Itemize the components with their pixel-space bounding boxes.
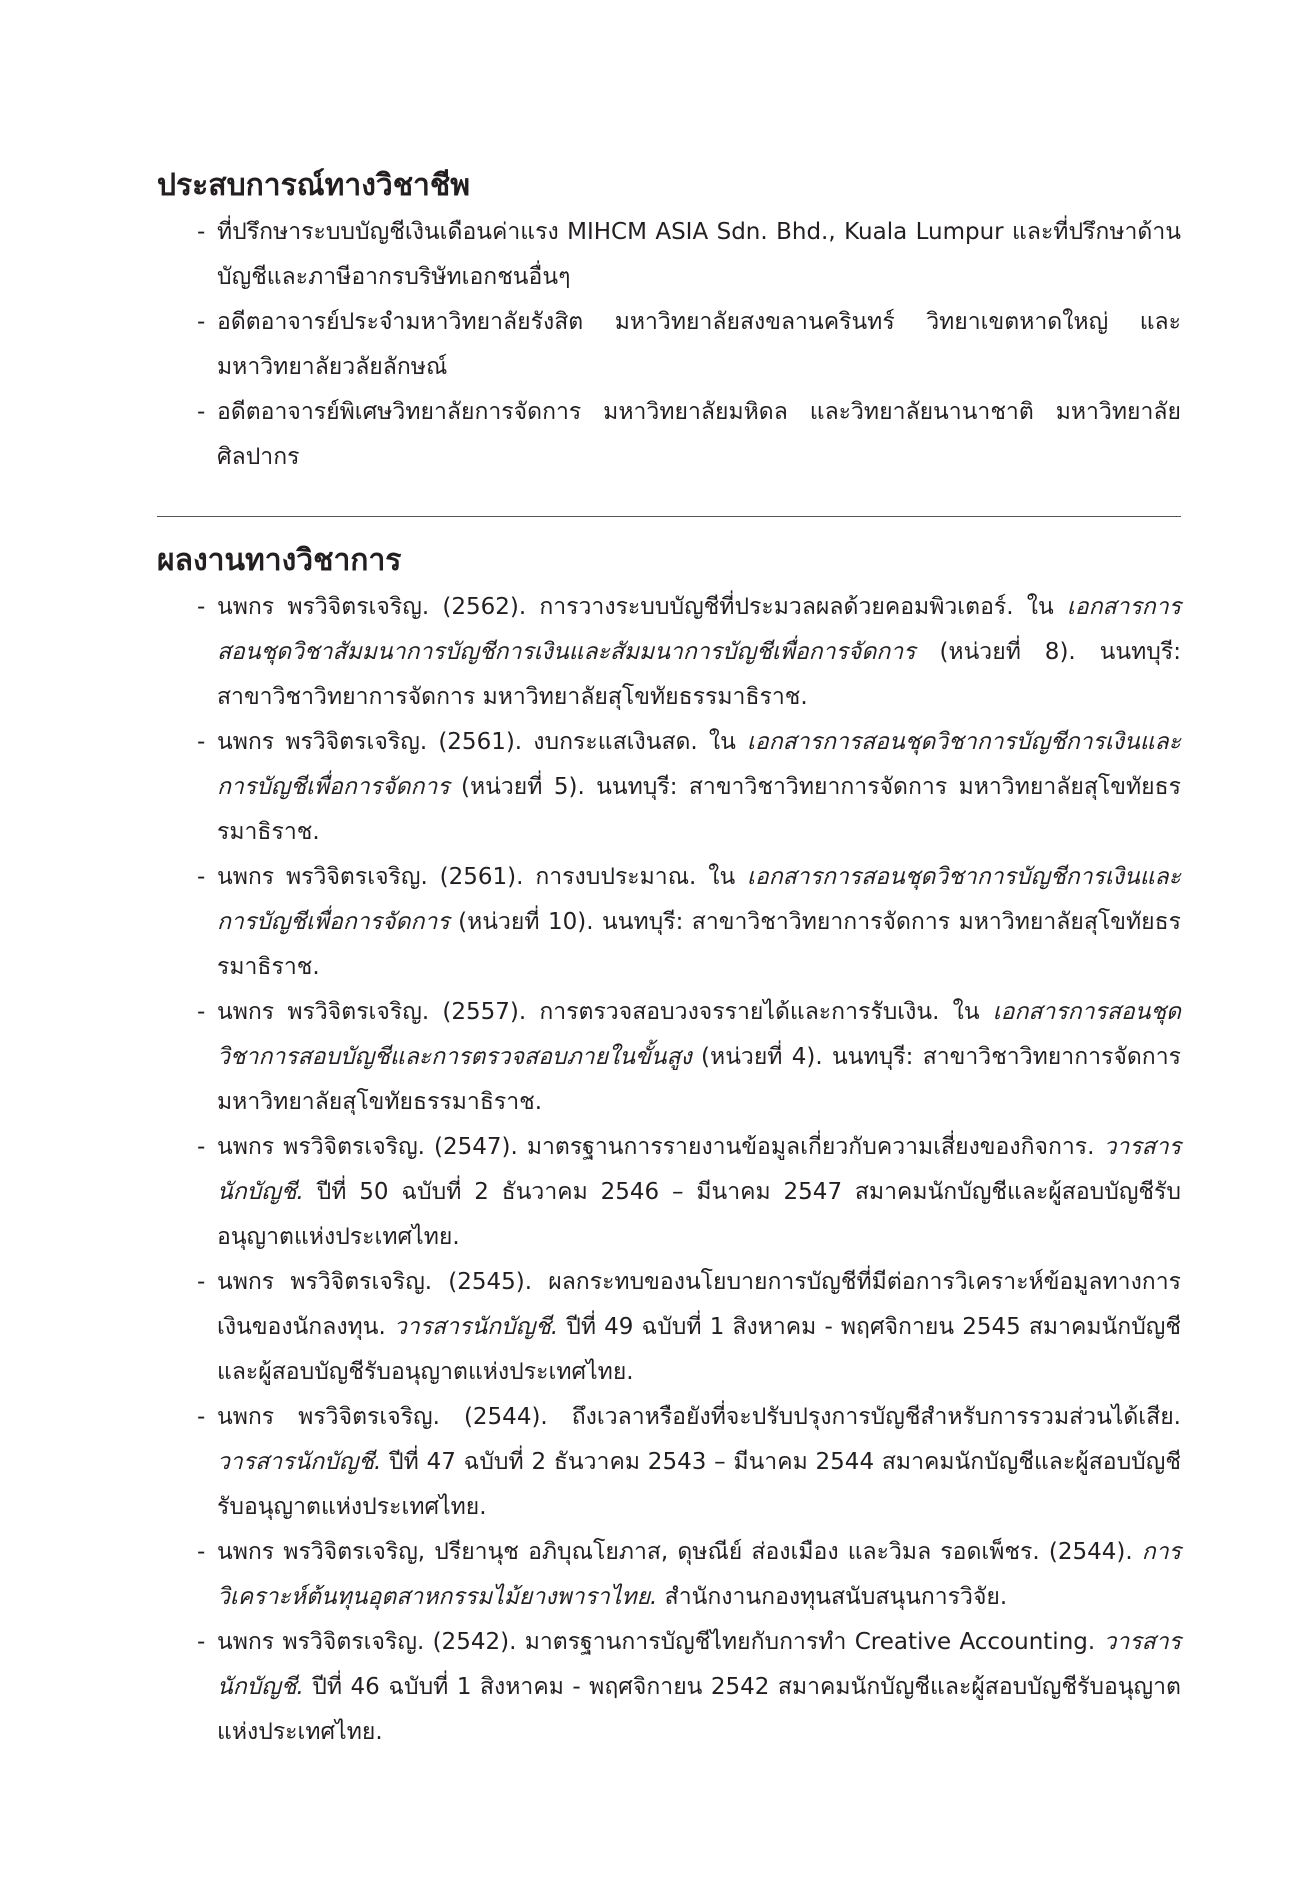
section-heading-works: ผลงานทางวิชาการ (157, 543, 402, 578)
publication-item: - นพกร พรวิจิตรเจริญ. (2542). มาตรฐานการบัญชีไทยกับการทำ Creative Accounting. วารสารนักบัญชี. ปีที่ 46 ฉบับที่ 1 สิงหาคม - พฤศจิกายน 2542 สมาคมนักบัญชีและผู้สอบบัญชีรับอนุญาตแห่งประเทศไทย. (197, 1629, 1181, 1745)
academic-works-section (157, 543, 1181, 1755)
experience-item: - อดีตอาจารย์ประจำมหาวิทยาลัยรังสิต มหาวิทยาลัยสงขลานครินทร์ วิทยาเขตหาดใหญ่ และมหาวิทยาลัยวลัยลักษณ์ (197, 309, 1181, 380)
publication-item: - นพกร พรวิจิตรเจริญ. (2547). มาตรฐานการรายงานข้อมูลเกี่ยวกับความเสี่ยงของกิจการ. วารสารนักบัญชี. ปีที่ 50 ฉบับที่ 2 ธันวาคม 2546 – มีนาคม 2547 สมาคมนักบัญชีและผู้สอบบัญชีรับอนุญาตแห่งประเทศไทย. (197, 1134, 1181, 1250)
publication-item: - นพกร พรวิจิตรเจริญ. (2561). การงบประมาณ. ใน เอกสารการสอนชุดวิชาการบัญชีการเงินและการบัญชีเพื่อการจัดการ (หน่วยที่ 10). นนทบุรี: สาขาวิชาวิทยาการจัดการ มหาวิทยาลัยสุโขทัยธรรมาธิราช. (197, 864, 1181, 980)
publication-item: - นพกร พรวิจิตรเจริญ. (2562). การวางระบบบัญชีที่ประมวลผลด้วยคอมพิวเตอร์. ใน เอกสารการสอนชุดวิชาสัมมนาการบัญชีการเงินและสัมมนาการบัญชีเพื่อการจัดการ (หน่วยที่ 8). นนทบุรี: สาขาวิชาวิทยาการจัดการ มหาวิทยาลัยสุโขทัยธรรมาธิราช. (197, 594, 1181, 710)
works-list (157, 585, 1181, 1755)
professional-experience-section (157, 168, 1181, 480)
section-divider (157, 516, 1181, 517)
publication-item: - นพกร พรวิจิตรเจริญ. (2545). ผลกระทบของนโยบายการบัญชีที่มีต่อการวิเคราะห์ข้อมูลทางการเงินของนักลงทุน. วารสารนักบัญชี. ปีที่ 49 ฉบับที่ 1 สิงหาคม - พฤศจิกายน 2545 สมาคมนักบัญชีและผู้สอบบัญชีรับอนุญาตแห่งประเทศไทย. (197, 1269, 1181, 1385)
publication-item: - นพกร พรวิจิตรเจริญ. (2557). การตรวจสอบวงจรรายได้และการรับเงิน. ใน เอกสารการสอนชุดวิชาการสอบบัญชีและการตรวจสอบภายในขั้นสูง (หน่วยที่ 4). นนทบุรี: สาขาวิชาวิทยาการจัดการ มหาวิทยาลัยสุโขทัยธรรมาธิราช. (197, 999, 1181, 1115)
experience-item: - อดีตอาจารย์พิเศษวิทยาลัยการจัดการ มหาวิทยาลัยมหิดล และวิทยาลัยนานาชาติ มหาวิทยาลัยศิลปากร (197, 399, 1181, 470)
experience-item: - ที่ปรึกษาระบบบัญชีเงินเดือนค่าแรง MIHCM ASIA Sdn. Bhd., Kuala Lumpur และที่ปรึกษาด้านบัญชีและภาษีอากรบริษัทเอกชนอื่นๆ (197, 219, 1181, 290)
publication-item: - นพกร พรวิจิตรเจริญ. (2544). ถึงเวลาหรือยังที่จะปรับปรุงการบัญชีสำหรับการรวมส่วนได้เสีย. วารสารนักบัญชี. ปีที่ 47 ฉบับที่ 2 ธันวาคม 2543 – มีนาคม 2544 สมาคมนักบัญชีและผู้สอบบัญชีรับอนุญาตแห่งประเทศไทย. (197, 1404, 1181, 1520)
publication-item: - นพกร พรวิจิตรเจริญ. (2561). งบกระแสเงินสด. ใน เอกสารการสอนชุดวิชาการบัญชีการเงินและการบัญชีเพื่อการจัดการ (หน่วยที่ 5). นนทบุรี: สาขาวิชาวิทยาการจัดการ มหาวิทยาลัยสุโขทัยธรรมาธิราช. (197, 729, 1181, 845)
experience-list (157, 210, 1181, 480)
section-heading-experience: ประสบการณ์ทางวิชาชีพ (157, 168, 471, 203)
publication-item: - นพกร พรวิจิตรเจริญ, ปรียานุช อภิบุณโยภาส, ดุษณีย์ ส่องเมือง และวิมล รอดเพ็ชร. (2544). การวิเคราะห์ต้นทุนอุตสาหกรรมไม้ยางพาราไทย. สำนักงานกองทุนสนับสนุนการวิจัย. (197, 1539, 1181, 1610)
